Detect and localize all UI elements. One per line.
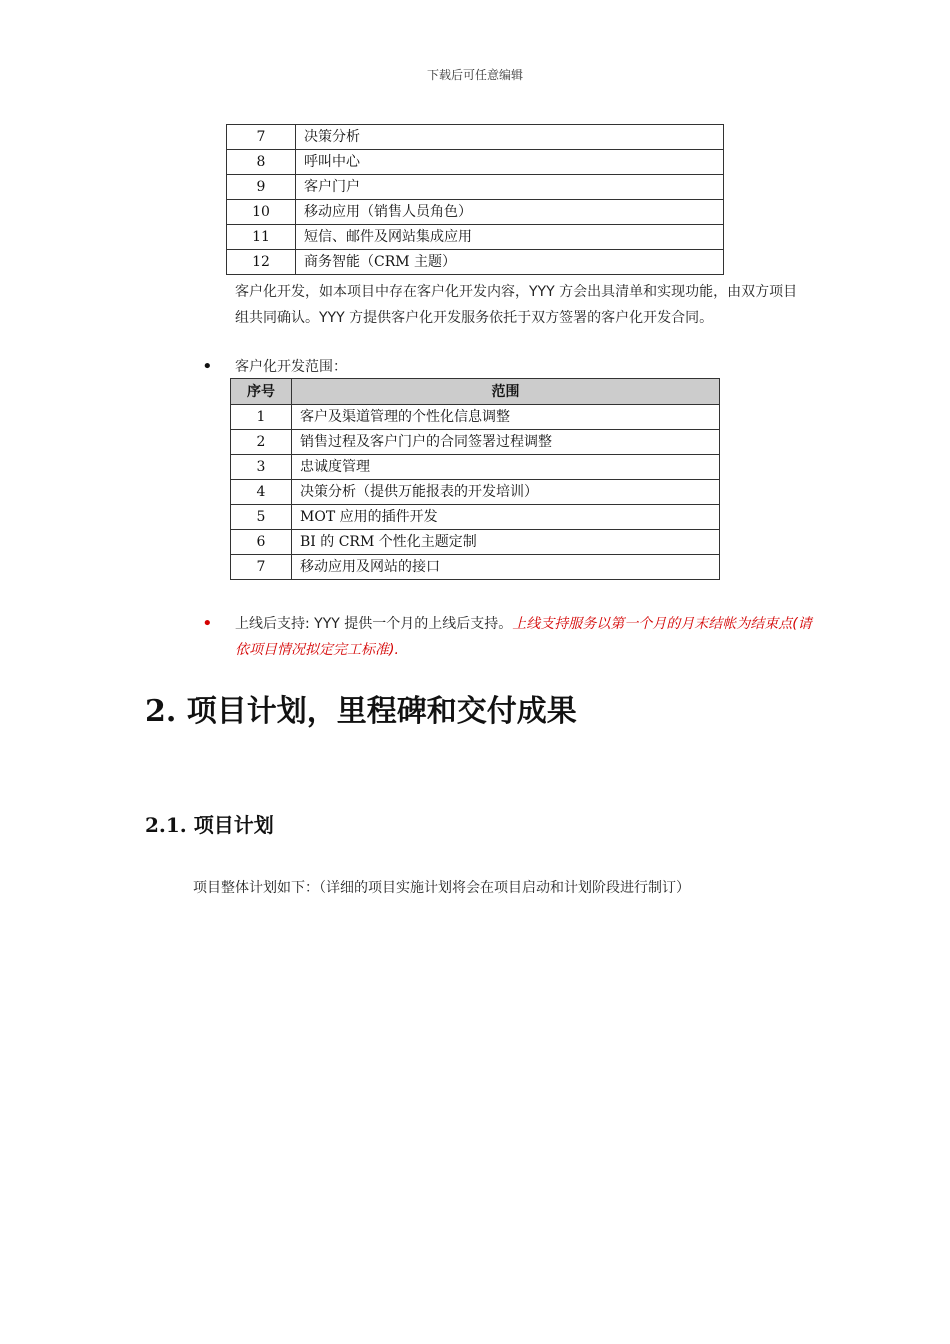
table-row	[227, 225, 724, 250]
table-row	[231, 455, 720, 480]
row-number: 5	[231, 505, 292, 530]
row-number: 9	[227, 175, 296, 200]
row-number: 6	[231, 530, 292, 555]
row-number: 1	[231, 405, 292, 430]
module-name: 移动应用（销售人员角色）	[296, 200, 724, 225]
table-row	[227, 250, 724, 275]
bullet-dot: •	[202, 356, 213, 377]
custom-dev-description: 客户化开发，如本项目中存在客户化开发内容，YYY 方会出具清单和实现功能，由双方项目组共同确认。YYY 方提供客户化开发服务依托于双方签署的客户化开发合同。	[235, 284, 798, 326]
scope-bullet-text: 客户化开发范围：	[235, 359, 347, 375]
column-header-number: 序号	[231, 379, 292, 405]
row-number: 10	[227, 200, 296, 225]
table-row	[231, 555, 720, 580]
row-number: 4	[231, 480, 292, 505]
column-header-scope: 范围	[292, 379, 720, 405]
module-name: 呼叫中心	[296, 150, 724, 175]
scope-item: 客户及渠道管理的个性化信息调整	[292, 405, 720, 430]
support-text: 上线后支持: YYY 提供一个月的上线后支持。	[235, 616, 513, 632]
scope-table	[230, 378, 720, 580]
row-number: 3	[231, 455, 292, 480]
module-name: 商务智能（CRM 主题）	[296, 250, 724, 275]
table-row	[227, 150, 724, 175]
support-completion-note: 上线支持服务以第一个月的月末结帐为结束点(请依项目情况拟定完工标准).	[235, 616, 812, 658]
table-row	[231, 430, 720, 455]
scope-item: 销售过程及客户门户的合同签署过程调整	[292, 430, 720, 455]
bullet-dot-red: •	[202, 613, 213, 634]
row-number: 11	[227, 225, 296, 250]
scope-item: MOT 应用的插件开发	[292, 505, 720, 530]
subsection-heading: 2.1. 项目计划	[145, 813, 274, 837]
row-number: 12	[227, 250, 296, 275]
row-number: 7	[231, 555, 292, 580]
row-number: 8	[227, 150, 296, 175]
module-name: 客户门户	[296, 175, 724, 200]
scope-item: 移动应用及网站的接口	[292, 555, 720, 580]
table-row	[231, 530, 720, 555]
table-row	[227, 175, 724, 200]
table-row	[227, 125, 724, 150]
table-header-row	[231, 379, 720, 405]
section-heading: 2. 项目计划，里程碑和交付成果	[145, 694, 577, 729]
table-row	[227, 200, 724, 225]
plan-description: 项目整体计划如下：（详细的项目实施计划将会在项目启动和计划阶段进行制订）	[193, 880, 690, 896]
row-number: 2	[231, 430, 292, 455]
scope-item: 忠诚度管理	[292, 455, 720, 480]
row-number: 7	[227, 125, 296, 150]
scope-item: BI 的 CRM 个性化主题定制	[292, 530, 720, 555]
table-row	[231, 480, 720, 505]
module-name: 决策分析	[296, 125, 724, 150]
scope-item: 决策分析（提供万能报表的开发培训）	[292, 480, 720, 505]
support-paragraph	[235, 611, 815, 663]
modules-table	[226, 124, 724, 275]
module-name: 短信、邮件及网站集成应用	[296, 225, 724, 250]
table-row	[231, 405, 720, 430]
table-row	[231, 505, 720, 530]
page-header-note: 下载后可任意编辑	[426, 68, 523, 82]
